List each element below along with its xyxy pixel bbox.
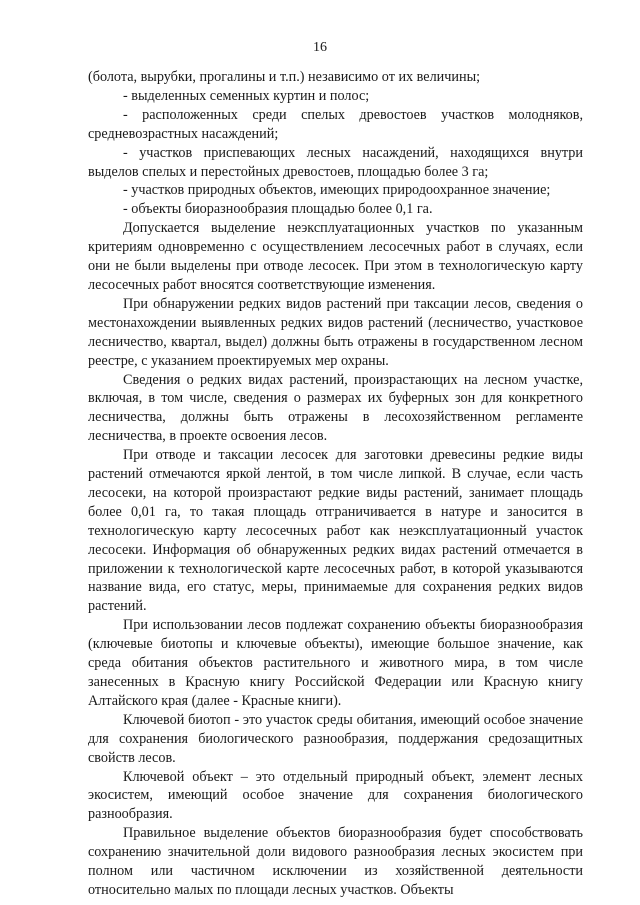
list-item-young-stands: - расположенных среди спелых древостоев участков молодняков, средневозрастных насаждений; bbox=[88, 106, 583, 142]
paragraph-biodiversity-preservation: При использовании лесов подлежат сохранению объекты биоразнообразия (ключевые биотопы и ключевые объекты), имеющие большое значение, как среда обитания объектов растительного и животного мира, в том числе занесенных в Красную книгу Российской Федерации или Красную книгу Алтайского края (далее - Красные книги). bbox=[88, 617, 583, 709]
paragraph-allowed-allocation: Допускается выделение неэксплуатационных участков по указанным критериям одновременно с осуществлением лесосечных работ в случаях, если они не были выделены при отводе лесосек. При этом в технологическую карту лесосечных работ вносятся соответствующие изменения. bbox=[88, 220, 583, 293]
list-item-maturing-stands: - участков приспевающих лесных насаждений, находящихся внутри выделов спелых и перестойных древостоев, площадью более 3 га; bbox=[88, 144, 583, 180]
list-item-natural-objects: - участков природных объектов, имеющих природоохранное значение; bbox=[123, 182, 551, 199]
paragraph-key-biotope-definition: Ключевой биотоп - это участок среды обитания, имеющий особое значение для сохранения биологического разнообразия, поддержания средозащитных свойств лесов. bbox=[88, 711, 583, 766]
paragraph-rare-plants-discovery: При обнаружении редких видов растений при таксации лесов, сведения о местонахождении выявленных редких видов растений (лесничество, участковое лесничество, квартал, выдел) должны быть отражены в государственном лесном реестре, с указанием проектируемых мер охраны. bbox=[88, 295, 583, 369]
list-item-biodiversity-objects: - объекты биоразнообразия площадью более 0,1 га. bbox=[123, 201, 433, 218]
paragraph-key-object-definition: Ключевой объект – это отдельный природный объект, элемент лесных экосистем, имеющий особое значение для сохранения биологического разнообразия. bbox=[88, 768, 583, 823]
paragraph-continuation: (болота, вырубки, прогалины и т.п.) независимо от их величины; bbox=[88, 69, 481, 85]
paragraph-cutting-area-marking: При отводе и таксации лесосек для заготовки древесины редкие виды растений отмечаются яркой лентой, в том числе липкой. В случае, если часть лесосеки, на которой произрастают редкие виды растений, занимает площадь более 0,01 га, то такая площадь отграничивается в натуре и заносится в технологическую карту лесосечных работ как неэксплуатационный участок лесосеки. Информация об обнаруженных редких видах растений отмечается в приложении к технологической карте лесосечных работ, в которой указываются название вида, его статус, меры, принимаемые для сохранения редких видов растений. bbox=[88, 447, 583, 615]
list-item-seed-plots: - выделенных семенных куртин и полос; bbox=[123, 87, 370, 104]
paragraph-correct-allocation: Правильное выделение объектов биоразнообразия будет способствовать сохранению значительной доли видового разнообразия лесных экосистем при полном или частичном исключении из хозяйственной деятельности относительно малых по площади лесных участков. Объекты bbox=[88, 825, 583, 898]
document-body bbox=[88, 68, 583, 900]
page-number: 16 bbox=[313, 40, 327, 55]
paragraph-rare-plants-info: Сведения о редких видах растений, произрастающих на лесном участке, включая, в том числе, сведения о размерах их буферных зон для конкретного лесничества, должны быть отражены в лесохозяйственном регламенте лесничества, в проекте освоения лесов. bbox=[88, 371, 583, 445]
